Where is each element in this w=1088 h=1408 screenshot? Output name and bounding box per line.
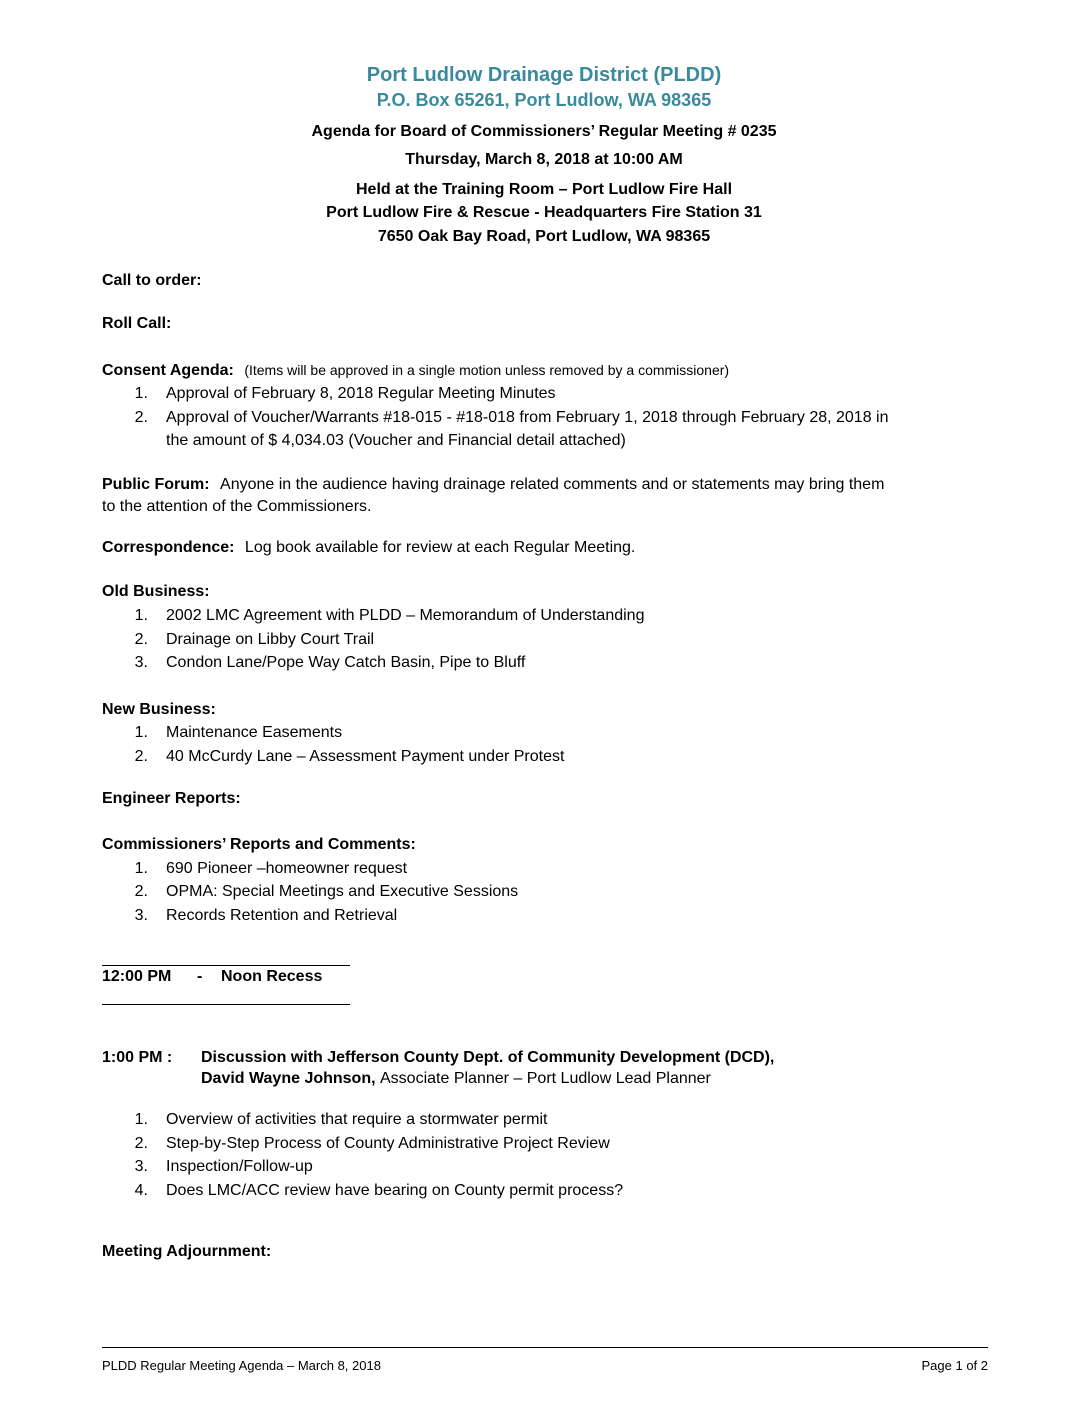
new-business-item: Maintenance Easements [166, 724, 343, 741]
discussion-item: Does LMC/ACC review have bearing on County permit process? [166, 1182, 624, 1199]
location-line-2: Port Ludlow Fire & Rescue - Headquarters Fire Station 31 [326, 204, 762, 221]
consent-item: Approval of February 8, 2018 Regular Meeting Minutes [166, 385, 556, 402]
recess-dash: - [197, 968, 203, 985]
old-business-item-number: 3. [134, 654, 148, 671]
new-business-label: New Business: [102, 701, 216, 718]
discussion-time: 1:00 PM : [102, 1049, 173, 1066]
consent-item: Approval of Voucher/Warrants #18-015 - #18-018 from February 1, 2018 through February 28, 2018 in [166, 409, 889, 426]
commissioners-item-number: 2. [134, 883, 148, 900]
roll-call: Roll Call: [102, 315, 172, 332]
agenda-title: Agenda for Board of Commissioners’ Regular Meeting # 0235 [311, 123, 777, 140]
discussion-item: Overview of activities that require a stormwater permit [166, 1111, 548, 1128]
discussion-presenter [201, 1070, 711, 1088]
old-business-item: Condon Lane/Pope Way Catch Basin, Pipe to Bluff [166, 654, 526, 671]
consent-item-number: 2. [134, 409, 148, 426]
consent-agenda-heading [102, 362, 729, 380]
commissioners-item-number: 1. [134, 860, 148, 877]
org-address: P.O. Box 65261, Port Ludlow, WA 98365 [376, 90, 712, 110]
consent-agenda-note: (Items will be approved in a single motion unless removed by a commissioner) [244, 362, 730, 378]
meeting-date: Thursday, March 8, 2018 at 10:00 AM [405, 151, 683, 168]
commissioners-item: Records Retention and Retrieval [166, 907, 398, 924]
new-business-item: 40 McCurdy Lane – Assessment Payment under Protest [166, 748, 565, 765]
new-business-item-number: 1. [134, 724, 148, 741]
location-line-1: Held at the Training Room – Port Ludlow Fire Hall [355, 181, 733, 198]
discussion-item-number: 1. [134, 1111, 148, 1128]
presenter-name: David Wayne Johnson, [201, 1070, 376, 1087]
old-business-label: Old Business: [102, 583, 210, 600]
location-line-3: 7650 Oak Bay Road, Port Ludlow, WA 98365 [377, 228, 711, 245]
old-business-item: 2002 LMC Agreement with PLDD – Memorandum of Understanding [166, 607, 645, 624]
recess-top-rule [102, 965, 350, 966]
presenter-role: Associate Planner – Port Ludlow Lead Planner [380, 1070, 711, 1087]
commissioners-item-number: 3. [134, 907, 148, 924]
consent-item-continued: the amount of $ 4,034.03 (Voucher and Financial detail attached) [166, 432, 626, 449]
call-to-order: Call to order: [102, 272, 202, 289]
old-business-item-number: 1. [134, 607, 148, 624]
commissioners-label: Commissioners’ Reports and Comments: [102, 836, 416, 853]
org-name: Port Ludlow Drainage District (PLDD) [366, 64, 722, 86]
recess-time: 12:00 PM [102, 968, 172, 985]
commissioners-item: 690 Pioneer –homeowner request [166, 860, 408, 877]
correspondence [102, 539, 635, 557]
consent-agenda-label: Consent Agenda: [102, 362, 234, 379]
discussion-item-number: 2. [134, 1135, 148, 1152]
discussion-item: Inspection/Follow-up [166, 1158, 313, 1175]
footer-page-number: Page 1 of 2 [921, 1358, 988, 1373]
commissioners-item: OPMA: Special Meetings and Executive Sessions [166, 883, 519, 900]
public-forum-text: Anyone in the audience having drainage related comments and or statements may bring them [220, 476, 885, 493]
public-forum [102, 476, 884, 494]
discussion-item: Step-by-Step Process of County Administrative Project Review [166, 1135, 610, 1152]
correspondence-text: Log book available for review at each Regular Meeting. [244, 539, 636, 556]
recess-bottom-rule [102, 1004, 350, 1005]
old-business-item-number: 2. [134, 631, 148, 648]
correspondence-label: Correspondence: [102, 539, 235, 556]
discussion-item-number: 4. [134, 1182, 148, 1199]
new-business-item-number: 2. [134, 748, 148, 765]
discussion-title: Discussion with Jefferson County Dept. of Community Development (DCD), [201, 1049, 775, 1066]
engineer-reports: Engineer Reports: [102, 790, 241, 807]
public-forum-text-continued: to the attention of the Commissioners. [102, 498, 372, 515]
public-forum-label: Public Forum: [102, 476, 210, 493]
old-business-item: Drainage on Libby Court Trail [166, 631, 375, 648]
consent-item-number: 1. [134, 385, 148, 402]
footer-rule [102, 1347, 988, 1348]
recess-label: Noon Recess [221, 968, 323, 985]
meeting-adjournment: Meeting Adjournment: [102, 1243, 272, 1260]
discussion-item-number: 3. [134, 1158, 148, 1175]
footer-left: PLDD Regular Meeting Agenda – March 8, 2018 [102, 1358, 381, 1373]
